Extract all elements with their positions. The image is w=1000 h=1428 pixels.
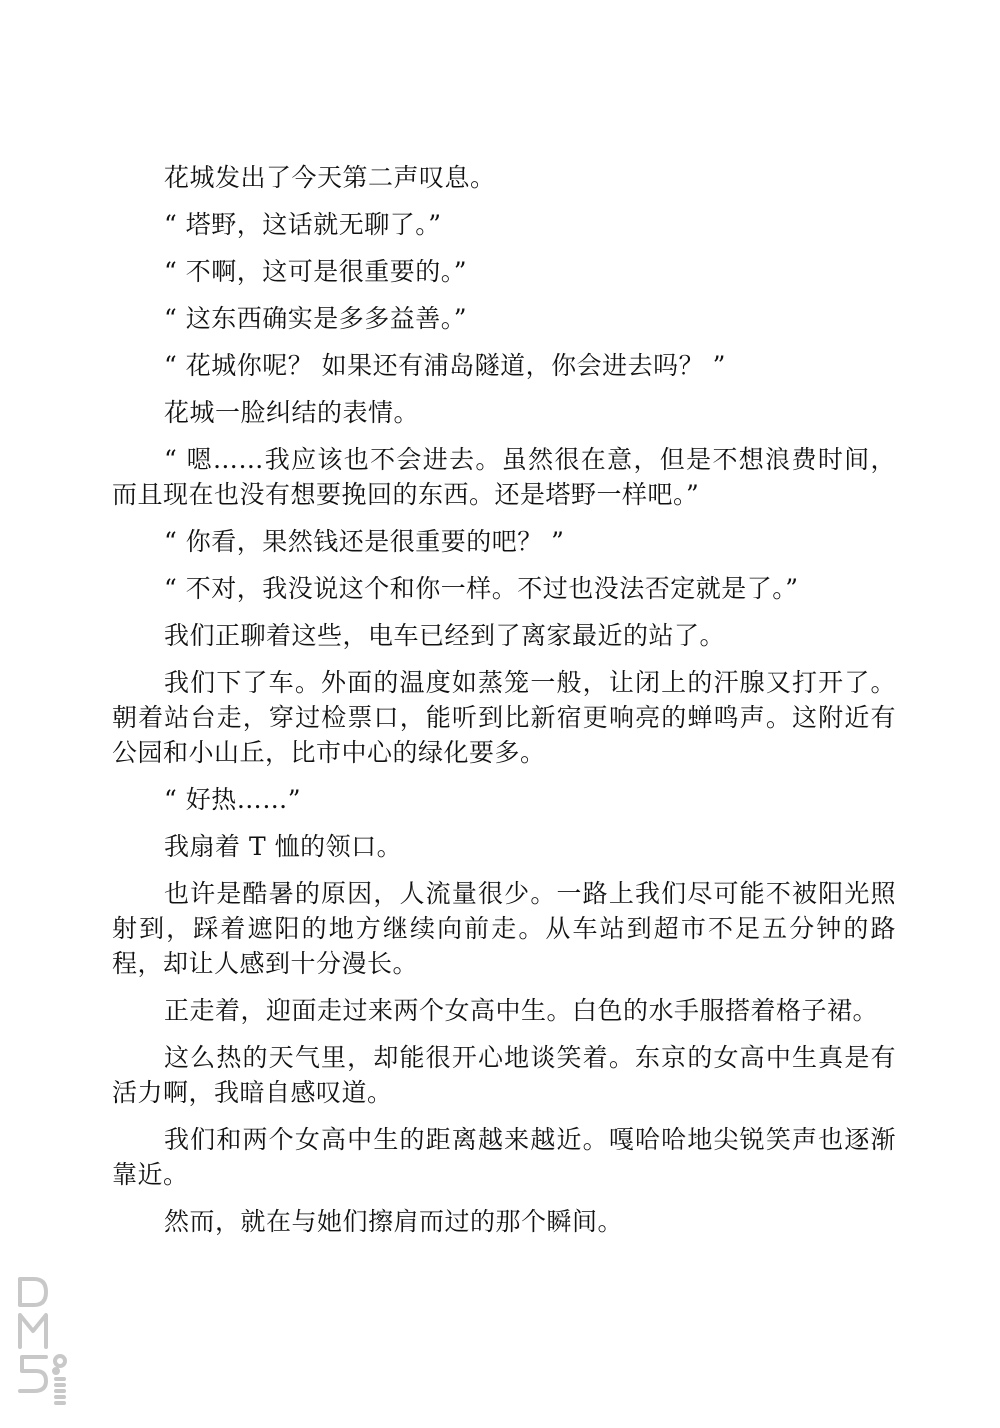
paragraph: 我们下了车。外面的温度如蒸笼一般，让闭上的汗腺又打开了。朝着站台走，穿过检票口，能听到比新宿更响亮的蝉鸣声。这附近有公园和小山丘，比市中心的绿化要多。	[112, 668, 896, 767]
paragraph: 然而，就在与她们擦肩而过的那个瞬间。	[164, 1207, 624, 1236]
paragraph: “ 这东西确实是多多益善。”	[164, 304, 468, 333]
paragraph: 花城一脸纠结的表情。	[164, 398, 420, 427]
paragraph: 花城发出了今天第二声叹息。	[164, 163, 496, 192]
paragraph: “ 好热……”	[164, 785, 302, 814]
paragraph: “ 嗯……我应该也不会进去。虽然很在意，但是不想浪费时间，而且现在也没有想要挽回的东西。还是塔野一样吧。”	[112, 445, 896, 509]
paragraph: “ 你看，果然钱还是很重要的吧？ ”	[164, 527, 565, 556]
paragraph: “ 塔野，这话就无聊了。”	[164, 210, 442, 239]
paragraph: 我们和两个女高中生的距离越来越近。嘎哈哈地尖锐笑声也逐渐靠近。	[112, 1125, 896, 1189]
paragraph: 我扇着 T 恤的领口。	[164, 832, 403, 861]
paragraph: 也许是酷暑的原因，人流量很少。一路上我们尽可能不被阳光照射到，踩着遮阳的地方继续向前走。从车站到超市不足五分钟的路程，却让人感到十分漫长。	[112, 879, 896, 978]
paragraph: 这么热的天气里，却能很开心地谈笑着。东京的女高中生真是有活力啊，我暗自感叹道。	[112, 1043, 896, 1107]
paragraph: 我们正聊着这些，电车已经到了离家最近的站了。	[164, 621, 726, 650]
dm5-watermark-logo	[12, 1275, 72, 1415]
paragraph: “ 不啊，这可是很重要的。”	[164, 257, 468, 286]
body-text	[112, 160, 896, 1251]
paragraph: “ 花城你呢？ 如果还有浦岛隧道，你会进去吗？ ”	[164, 351, 726, 380]
paragraph: 正走着，迎面走过来两个女高中生。白色的水手服搭着格子裙。	[164, 996, 879, 1025]
paragraph: “ 不对，我没说这个和你一样。不过也没法否定就是了。”	[164, 574, 799, 603]
